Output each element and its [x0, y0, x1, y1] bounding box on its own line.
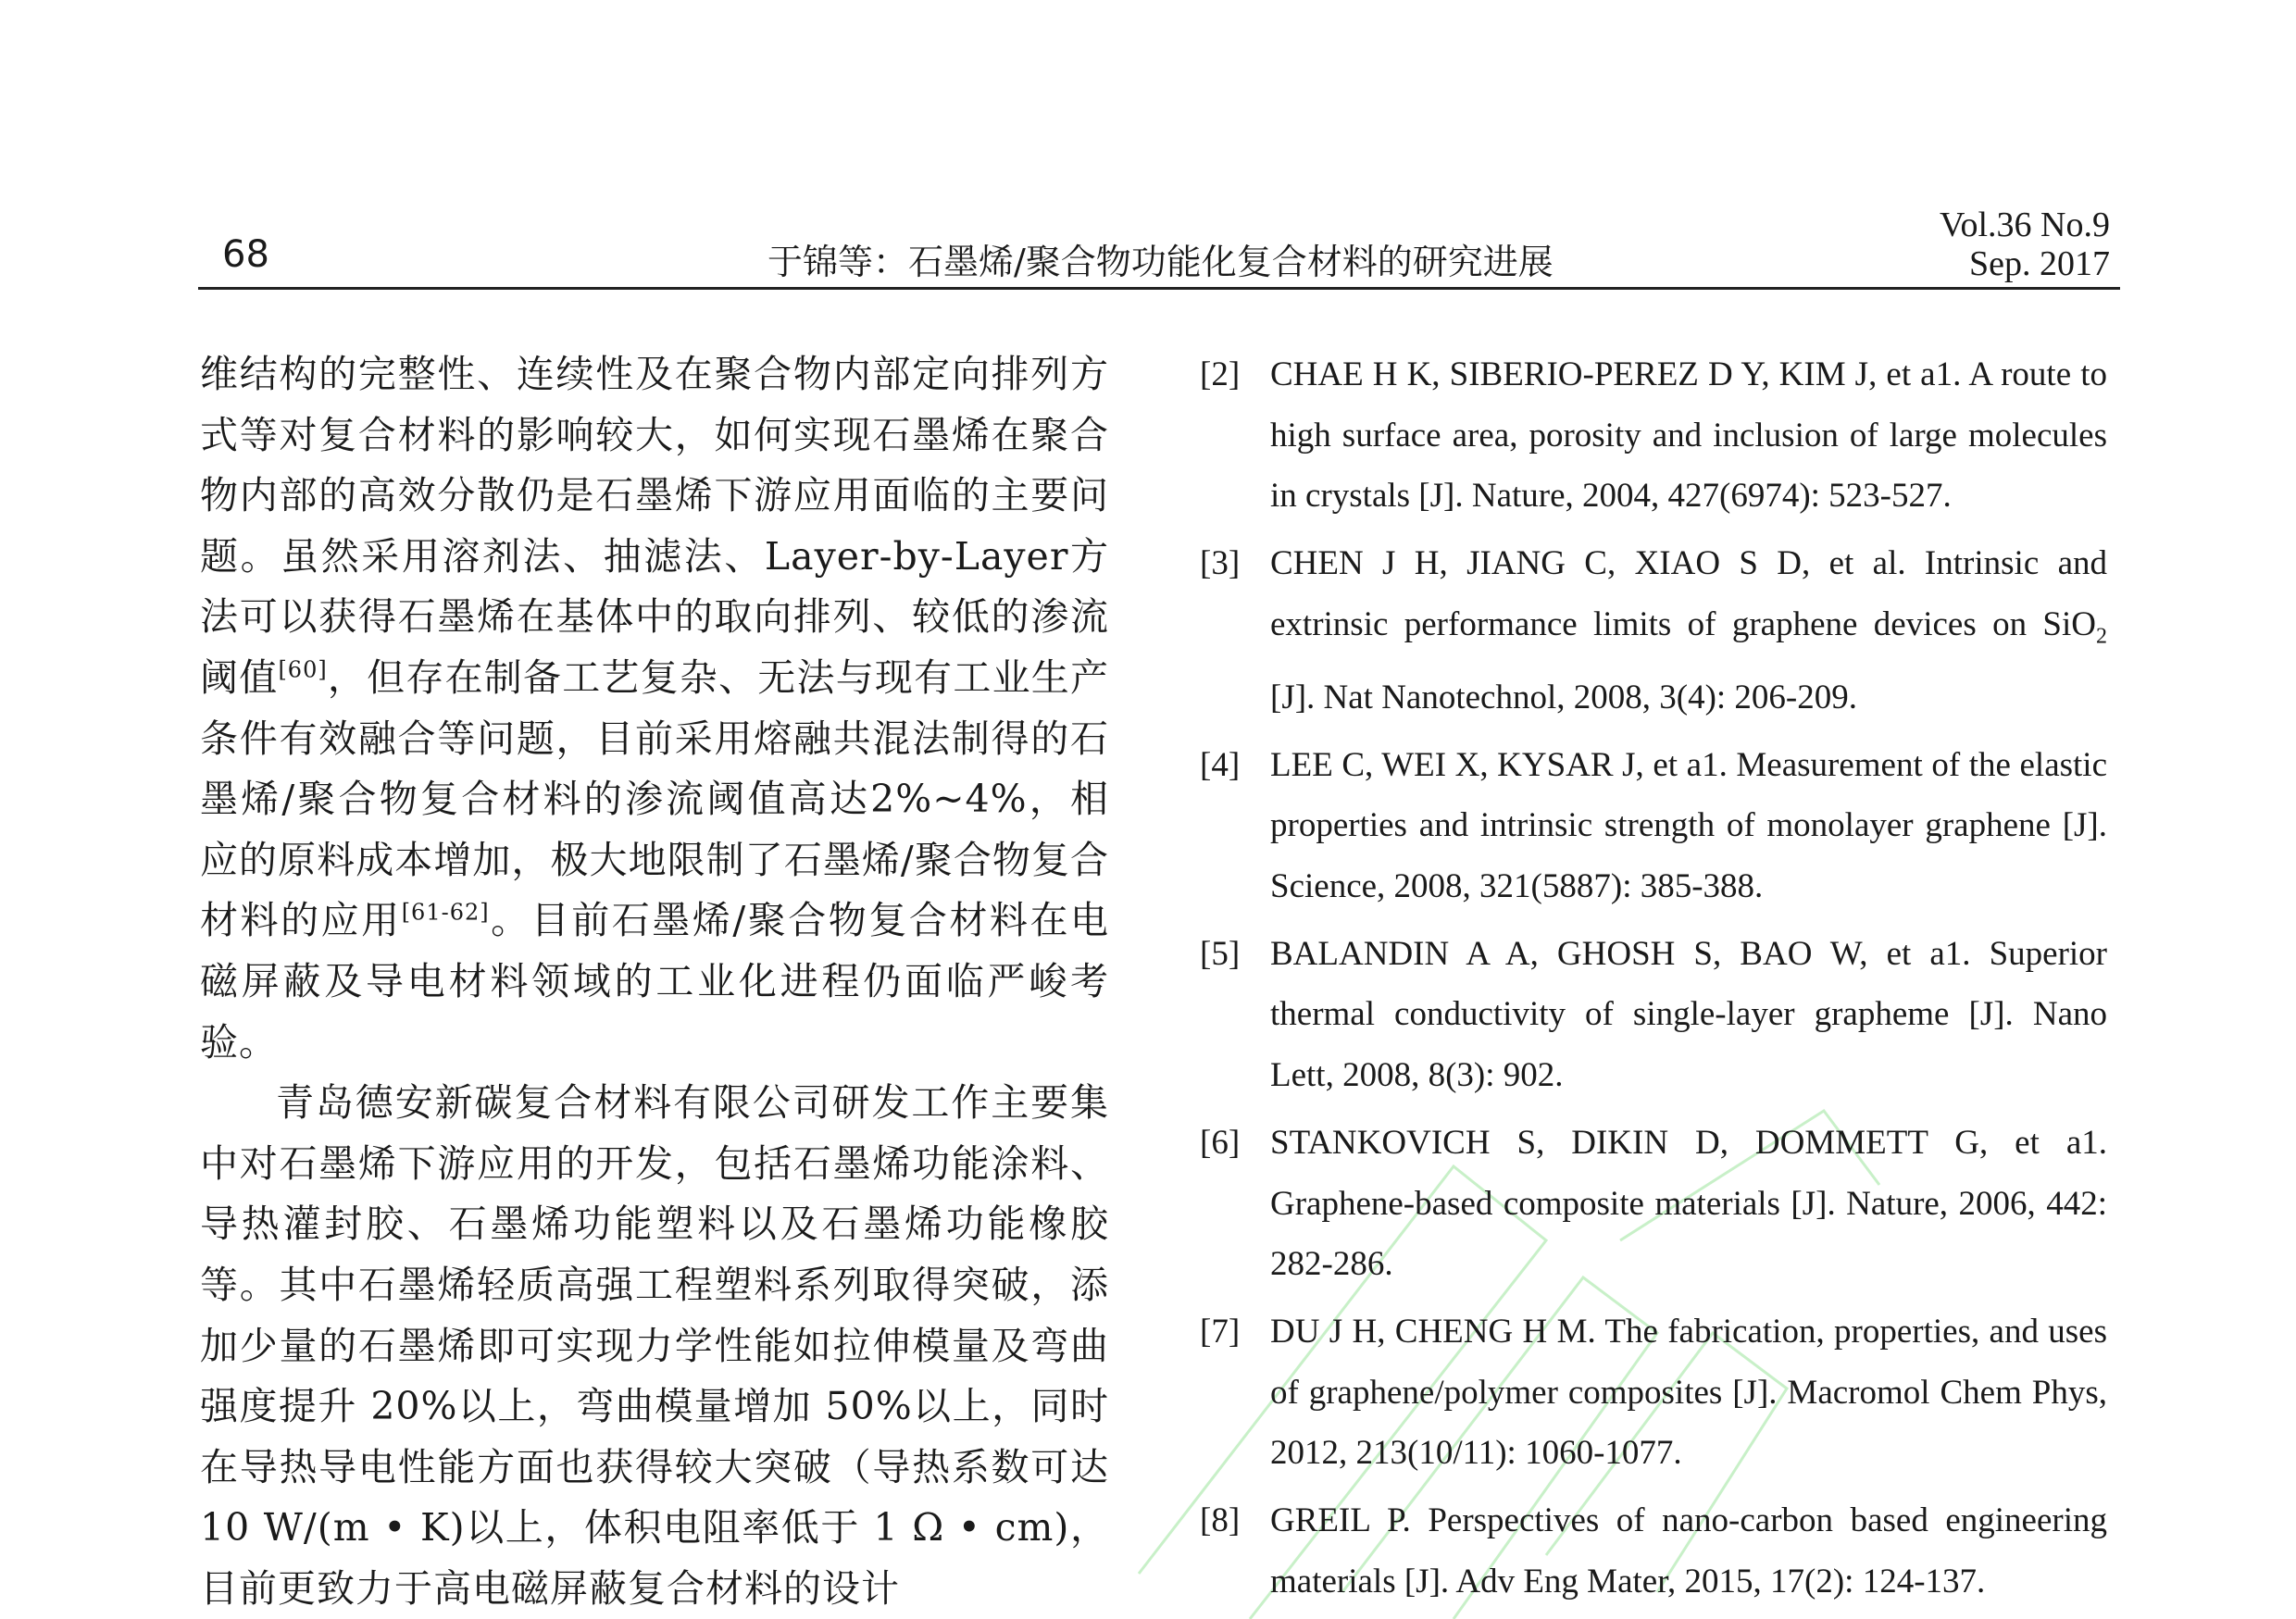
reference-item [1200, 735, 2107, 917]
reference-number: [6] [1200, 1123, 1241, 1162]
reference-text: BALANDIN A A, GHOSH S, BAO W, et a1. Superior thermal conductivity of single-layer grapheme [J]. Nano Lett, 2008, 8(3): 902. [1270, 934, 2107, 1095]
reference-item [1200, 1113, 2107, 1295]
reference-text: DU J H, CHENG H M. The fabrication, properties, and uses of graphene/polymer composites [J]. Macromol Chem Phys, 2012, 213(10/11): 1060-1077. [1270, 1312, 2107, 1473]
reference-number: [2] [1200, 355, 1241, 393]
reference-item [1200, 1301, 2107, 1484]
subscript: 2 [2096, 624, 2107, 649]
reference-number: [8] [1200, 1501, 1241, 1540]
volume-number: Vol.36 No.9 [1939, 205, 2110, 244]
body-text-column [200, 344, 1109, 1619]
reference-number: [3] [1200, 544, 1241, 583]
citation: [61-62] [401, 899, 490, 926]
reference-text: GREIL P. Perspectives of nano-carbon based engineering materials [J]. Adv Eng Mater, 2015, 17(2): 124-137. [1270, 1501, 2107, 1600]
paragraph-text: 。目前石墨烯/聚合物复合材料在电磁屏蔽及导电材料领域的工业化进程仍面临严峻考验。 [200, 898, 1110, 1065]
reference-text: STANKOVICH S, DIKIN D, DOMMETT G, et a1. Graphene-based composite materials [J]. Nature, 2006, 442: 282-286. [1270, 1123, 2107, 1284]
issue-date: Sep. 2017 [1969, 244, 2110, 283]
reference-text: CHAE H K, SIBERIO-PEREZ D Y, KIM J, et a1. A route to high surface area, porosity and inclusion of large molecules in crystals [J]. Nature, 2004, 427(6974): 523-527. [1270, 355, 2107, 516]
reference-item [1200, 344, 2107, 527]
reference-list [1200, 344, 2107, 1618]
reference-item [1200, 1490, 2107, 1612]
paragraph-text: ，但存在制备工艺复杂、无法与现有工业生产条件有效融合等问题，目前采用熔融共混法制得的石墨烯/聚合物复合材料的渗流阈值高达2%~4%，相应的原料成本增加，极大地限制了石墨烯/聚合物复合材料的应用 [200, 654, 1110, 943]
page-number: 68 [222, 233, 269, 276]
paragraph-text: 维结构的完整性、连续性及在聚合物内部定向排列方式等对复合材料的影响较大，如何实现石墨烯在聚合物内部的高效分散仍是石墨烯下游应用面临的主要问题。虽然采用溶剂法、抽滤法、Layer-by-Layer方法可以获得石墨烯在基体中的取向排列、较低的渗流阈值 [200, 352, 1109, 700]
running-title: 于锦等：石墨烯/聚合物功能化复合材料的研究进展 [767, 242, 1554, 282]
reference-number: [5] [1200, 934, 1241, 973]
body-paragraph-2: 青岛德安新碳复合材料有限公司研发工作主要集中对石墨烯下游应用的开发，包括石墨烯功能涂料、导热灌封胶、石墨烯功能塑料以及石墨烯功能橡胶等。其中石墨烯轻质高强工程塑料系列取得突破，添加少量的石墨烯即可实现力学性能如拉伸模量及弯曲强度提升 20%以上，弯曲模量增加 50%以上，同时在导热导电性能方面也获得较大突破（导热系数可达 10 W/(m • K)以上，体积电阻率低于 1 Ω • cm)，目前更致力于高电磁屏蔽复合材料的设计 [200, 1080, 1109, 1611]
reference-number: [7] [1200, 1312, 1241, 1351]
body-paragraph-1 [200, 344, 1109, 1073]
citation: [60] [278, 656, 328, 683]
reference-number: [4] [1200, 745, 1241, 784]
reference-text: CHEN J H, JIANG C, XIAO S D, et al. Intrinsic and extrinsic performance limits of graphene devices on SiO$_2$ [J]. Nat Nanotechnol, 2008, 3(4): 206-209. [1270, 544, 2107, 716]
page-header [198, 205, 2119, 289]
reference-item [1200, 533, 2107, 729]
reference-text: LEE C, WEI X, KYSAR J, et a1. Measurement of the elastic properties and intrinsic strength of monolayer graphene [J]. Science, 2008, 321(5887): 385-388. [1270, 745, 2107, 906]
reference-item [1200, 924, 2107, 1106]
header-rule [198, 287, 2120, 290]
issue-info [1940, 205, 2110, 283]
